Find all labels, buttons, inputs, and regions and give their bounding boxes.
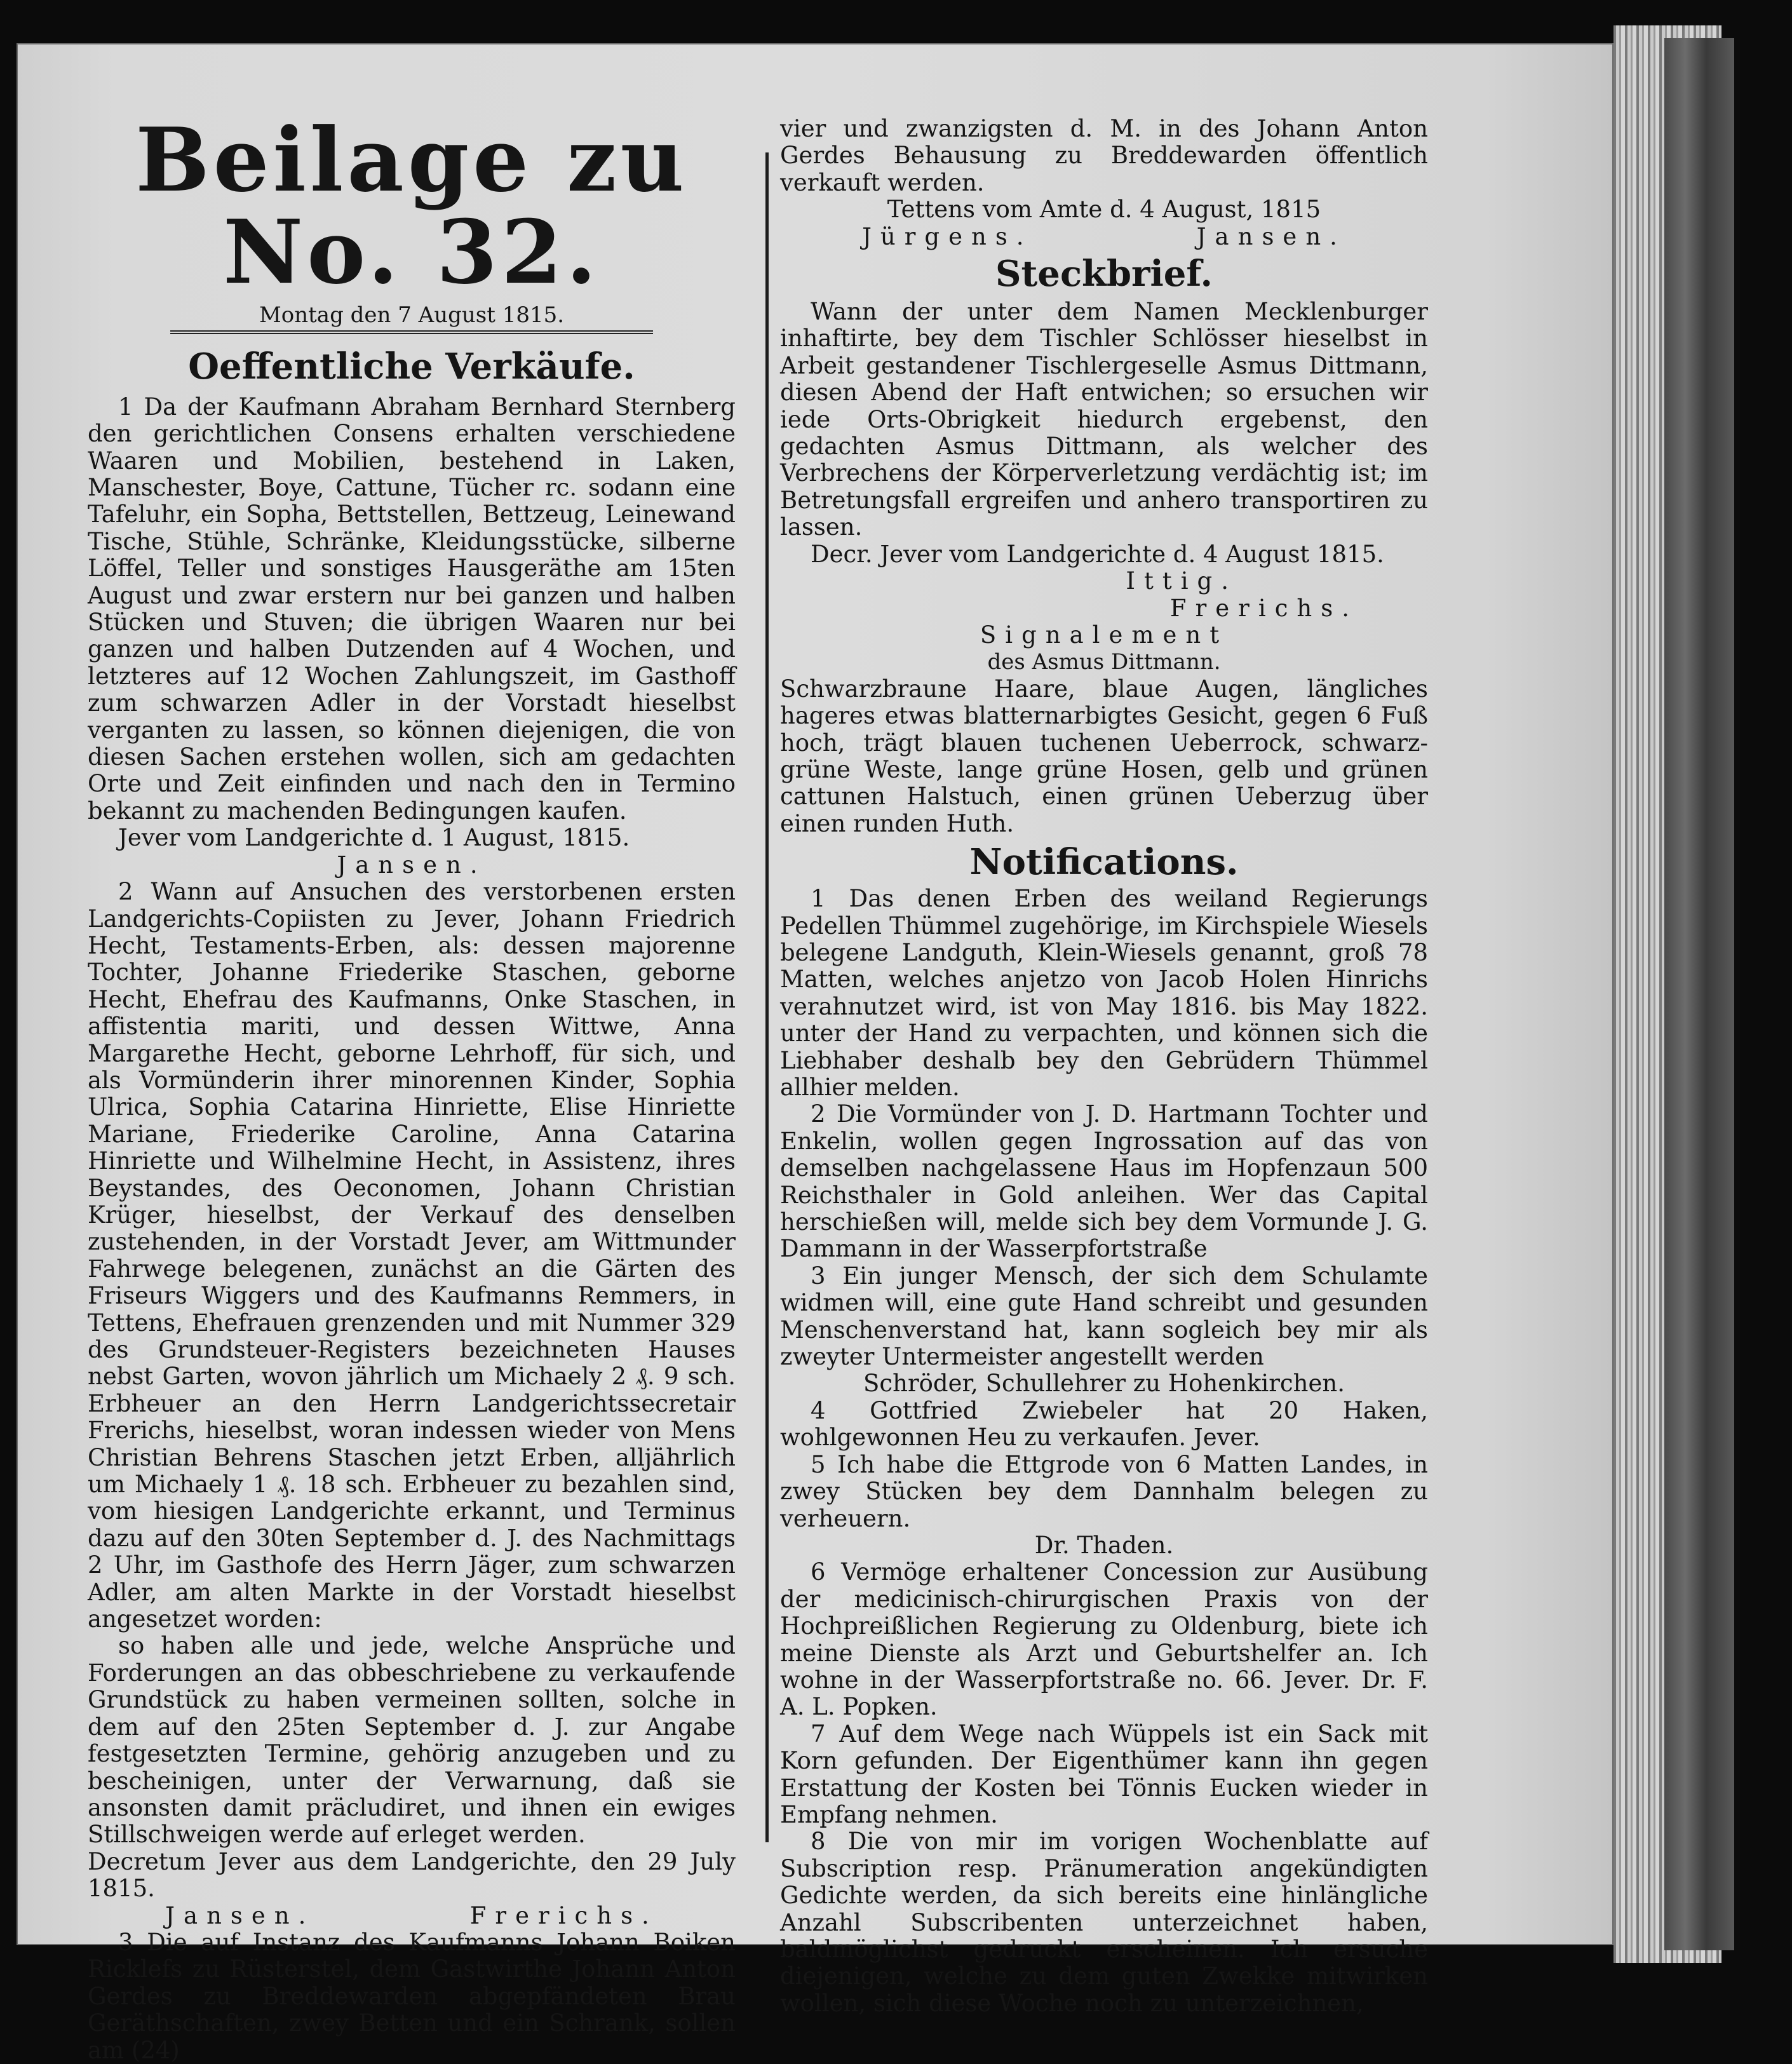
notice-2-signatures [88, 1903, 736, 1929]
notifications [780, 886, 1428, 2017]
notification-3: 3 Ein junger Mensch, der sich dem Schulamte widmen will, eine gute Hand schreibt und gesunden Menschenverstand hat, kann sogleich bey mir als zweyter Untermeister angestellt werden [780, 1262, 1428, 1371]
notice-1 [88, 394, 736, 879]
notification-8: 8 Die von mir im vorigen Wochenblatte auf Subscription resp. Pränumeration angekündigten Gedichte werden, da sich bereits eine hinlängliche Anzahl Subscribenten unterzeichnet haben, baldmöglichst gedruckt erscheinen. Ich ersuche diejenigen, welche zu dem guten Zwekke mitwirken wollen, sich diese Woche noch zu unterzeichnen, [780, 1828, 1428, 2017]
notification-2: 2 Die Vormünder von J. D. Hartmann Tochter und Enkelin, wollen gegen Ingrossation auf das von demselben nachgelassene Haus im Hopfenzaun 500 Reichsthaler in Gold anleihen. Wer das Capital herschießen will, melde sich bey dem Vormunde J. G. Dammann in der Wasserpfortstraße [780, 1100, 1428, 1263]
column-divider [765, 152, 769, 1842]
warrant [780, 299, 1428, 837]
warrant-text: Wann der unter dem Namen Mecklenburger inhaftirte, bey dem Tischler Schlösser hieselbst in Arbeit gestandener Tischlergeselle Asmus Dittmann, diesen Abend der Haft entwichen; so ersuchen wir iede Orts-Obrigkeit hiedurch ergebenst, den gedachten Asmus Dittmann, als welcher des Verbrechens der Körperverletzung verdächtig ist; im Betretungsfall ergreifen und anhero transportiren zu lassen. [780, 298, 1428, 541]
notification-7: 7 Auf dem Wege nach Wüppels ist ein Sack mit Korn gefunden. Der Eigenthümer kann ihn gegen Erstattung der Kosten bei Tönnis Eucken wieder in Empfang nehmen. [780, 1720, 1428, 1828]
notice-3-continued-text: vier und zwanzigsten d. M. in des Johann Anton Gerdes Behausung zu Breddewarden öffentlich verkauft werden. [780, 115, 1428, 196]
warrant-signature-2: Frerichs. [1169, 594, 1358, 622]
signalement-text: Schwarzbraune Haare, blaue Augen, längliches hageres etwas blatternarbigtes Gesicht, gegen 6 Fuß hoch, trägt blauen tuchenen Ueberrock, schwarz-grüne Weste, lange grüne Hosen, gelb und grünen cattunen Halstuch, einen grünen Ueberzug über einen runden Huth. [780, 675, 1428, 837]
notice-1-signature: Jansen. [337, 851, 487, 879]
notice-3-place-date: Tettens vom Amte d. 4 August, 1815 [887, 196, 1321, 224]
notice-2-text-2: so haben alle und jede, welche Ansprüche und Forderungen an das obbeschriebene zu verkaufende Grundstück zu haben vermeinen sollten, solche in dem auf den 25ten September d. J. zur Angabe festgesetzten Termine, gehörig anzugeben und zu bescheinigen, unter der Verwarnung, daß sie ansonsten damit präcludiret, und ihnen ein ewiges Stillschweigen werde auf erleget werden. [88, 1632, 736, 1849]
book-spine [1664, 38, 1734, 1950]
warrant-place-date: Decr. Jever vom Landgerichte d. 4 August 1815. [811, 540, 1384, 568]
newspaper-page [18, 44, 1612, 2064]
notice-2-signature-right: Frerichs. [469, 1901, 658, 1929]
notice-2-text: 2 Wann auf Ansuchen des verstorbenen ersten Landgerichts-Copiisten zu Jever, Johann Friedrich Hecht, Testaments-Erben, als: dessen majorenne Tochter, Johanne Friederike Staschen, geborne Hecht, Ehefrau des Kaufmanns, Onke Staschen, in affistentia mariti, und dessen Wittwe, Anna Margarethe Hecht, geborne Lehrhoff, für sich, und als Vormünderin ihrer minorennen Kinder, Sophia Ulrica, Sophia Catarina Hinriette, Elise Hinriette Mariane, Friederike Caroline, Anna Catarina Hinriette und Wilhelmine Hecht, in Assistenz, ihres Beystandes, des Oeconomen, Johann Christian Krüger, hieselbst, der Verkauf des denselben zustehenden, in der Vorstadt Jever, am Wittmunder Fahrwege belegenen, zunächst an die Gärten des Friseurs Wiggers und des Kaufmanns Remmers, in Tettens, Ehefrauen grenzenden und mit Nummer 329 des Grundsteuer-Registers bezeichneten Hauses nebst Garten, wovon jährlich um Michaely 2 ₰. 9 sch. Erbheuer an den Herrn Landgerichtssecretair Frerichs, hieselbst, woran indessen wieder von Mens Christian Behrens Staschen jetzt Erben, alljährlich um Michaely 1 ₰. 18 sch. Erbheuer zu bezahlen sind, vom hiesigen Landgerichte erkannt, und Terminus dazu auf den 30ten September d. J. des Nachmittags 2 Uhr, im Gasthofe des Herrn Jäger, zum schwarzen Adler, am alten Markte in der Vorstadt hieselbst angesetzet worden: [88, 878, 736, 1633]
notification-6: 6 Vermöge erhaltener Concession zur Ausübung der medicinisch-chirurgischen Praxis von der Hochpreißlichen Regierung zu Oldenburg, biete ich meine Dienste als Arzt und Geburtshelfer an. Ich wohne in der Wasserpfortstraße no. 66. Jever. Dr. F. A. L. Popken. [780, 1558, 1428, 1721]
section-title-sales: Oeffentliche Verkäufe. [188, 345, 635, 388]
notice-1-text: 1 Da der Kaufmann Abraham Bernhard Sternberg den gerichtlichen Consens erhalten verschiedene Waaren und Mobilien, bestehend in Laken, Manschester, Boye, Cattune, Tücher rc. sodann eine Tafeluhr, ein Sopha, Bettstellen, Bettzeug, Leinewand Tische, Stühle, Schränke, Kleidungsstücke, silberne Löffel, Teller und sonstiges Hausgeräthe am 15ten August und zwar erstern nur bei ganzen und halben Stücken und Stuven; die übrigen Waaren nur bei ganzen und halben Dutzenden auf 4 Wochen, und letzteres auf 12 Wochen Zahlungszeit, im Gasthoff zum schwarzen Adler in der Vorstadt hieselbst verganten zu lassen, so können diejenigen, die von diesen Sachen erstehen wollen, sich am gedachten Orte und Zeit einfinden und nach den in Termino bekannt zu machenden Bedingungen kaufen. [88, 393, 736, 825]
section-title-warrant: Steckbrief. [995, 253, 1213, 295]
notice-3-signature-left: Jürgens. [862, 222, 1033, 250]
notification-1: 1 Das denen Erben des weiland Regierungs Pedellen Thümmel zugehörige, im Kirchspiele Wiesels belegene Landguth, Klein-Wiesels genannt, groß 78 Matten, welches anjetzo von Jacob Holen Hinrichs verahnutzet wird, ist von May 1816. bis May 1822. unter der Hand zu verpachten, und können sich die Liebhaber deshalb bey den Gebrüdern Thümmel allhier melden. [780, 885, 1428, 1101]
left-column [88, 44, 736, 2064]
notice-2-signature-left: Jansen. [165, 1901, 315, 1929]
notification-5-signature: Dr. Thaden. [1034, 1531, 1174, 1559]
notice-2-place-date: Decretum Jever aus dem Landgerichte, den 29 July 1815. [88, 1847, 736, 1903]
notice-3-continued [780, 116, 1428, 250]
masthead-title: Beilage zu No. 32. [135, 108, 688, 304]
notification-5: 5 Ich habe die Ettgrode von 6 Matten Landes, in zwey Stücken bey dem Dannhalm belegen zu verheuern. [780, 1450, 1428, 1532]
masthead-date: Montag den 7 August 1815. [170, 302, 653, 334]
masthead [88, 108, 736, 334]
notice-3-signatures [780, 224, 1428, 250]
notification-3-signature: Schröder, Schullehrer zu Hohenkirchen. [863, 1370, 1345, 1398]
notification-4: 4 Gottfried Zwiebeler hat 20 Haken, wohlgewonnen Heu zu verkaufen. Jever. [780, 1396, 1428, 1452]
signalement-subtitle: des Asmus Dittmann. [987, 649, 1221, 675]
right-column [780, 116, 1428, 2017]
notice-3-signature-right: Jansen. [1196, 222, 1346, 250]
warrant-signature-1: Ittig. [1126, 567, 1237, 595]
section-title-notifications: Notifications. [969, 841, 1239, 884]
signalement-title: Signalement [980, 621, 1229, 649]
notice-3 [88, 1929, 736, 2064]
notice-3-text: 3 Die auf Instanz des Kaufmanns Johann Boiken Ricklefs zu Rüsterstel, dem Gastwirthe Johann Anton Gerdes zu Breddewarden abgepfändeten Brau Geräthschaften, zwey Betten und ein Schrank, sollen am (24) [88, 1928, 736, 2064]
notice-1-place-date: Jever vom Landgerichte d. 1 August, 1815. [118, 824, 630, 852]
notice-2 [88, 879, 736, 1929]
